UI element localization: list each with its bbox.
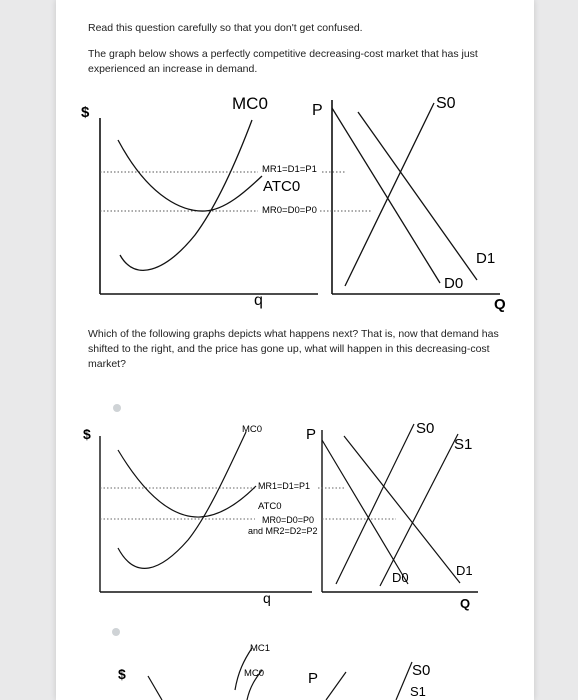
a-Q-label: Q: [460, 596, 471, 611]
a-mr2-label: and MR2=D2=P2: [248, 526, 318, 536]
question-intro: Read this question carefully so that you don't get confused.: [88, 22, 363, 34]
main-q-label: q: [254, 292, 263, 309]
b-s0-label: S0: [412, 662, 431, 679]
a-s1-label: S1: [454, 436, 473, 453]
a-mc-label: MC0: [242, 424, 263, 435]
b-mc1-label: MC1: [250, 643, 271, 654]
main-d1-label: D1: [476, 250, 496, 267]
main-atc-label: ATC0: [263, 178, 301, 195]
main-d0-label: D0: [444, 275, 464, 292]
main-mr0-label: MR0=D0=P0: [262, 205, 317, 216]
b-dollar-label: $: [118, 666, 126, 682]
a-mr1-label: MR1=D1=P1: [258, 481, 311, 491]
a-d0-label: D0: [392, 570, 409, 585]
main-p-label: P: [312, 102, 323, 119]
a-mr0-label: MR0=D0=P0: [262, 515, 315, 525]
b-s1-label: S1: [410, 684, 426, 699]
a-atc-label: ATC0: [258, 501, 282, 512]
main-dollar-label: $: [81, 104, 90, 121]
question-description: The graph below shows a perfectly competitive decreasing-cost market that has just experienced an increase in demand.: [88, 48, 478, 75]
question-prompt: Which of the following graphs depicts what happens next? That is, now that demand has shifted to the right, and the price has gone up, what will happen in this decreasing-cost market?: [88, 328, 499, 370]
main-mr1-label: MR1=D1=P1: [262, 164, 317, 175]
a-s0-label: S0: [416, 420, 435, 437]
b-mc0-label: MC0: [244, 668, 265, 679]
b-p-label: P: [308, 670, 319, 687]
a-q-label: q: [263, 590, 271, 606]
main-s-label: S0: [436, 95, 456, 112]
main-Q-label: Q: [494, 296, 506, 313]
a-d1-label: D1: [456, 563, 473, 578]
main-mc-label: MC0: [232, 94, 268, 113]
a-p-label: P: [306, 426, 317, 443]
a-dollar-label: $: [83, 426, 91, 442]
